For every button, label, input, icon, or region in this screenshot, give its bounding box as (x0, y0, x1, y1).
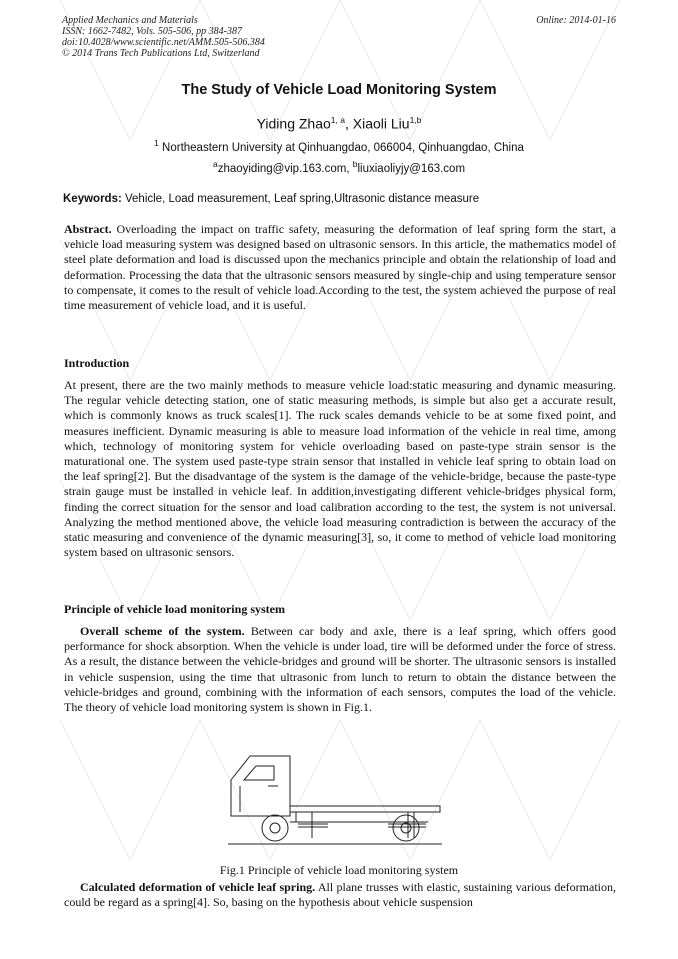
abstract-text: Overloading the impact on traffic safety, measuring the deformation of leaf spring form the start, a vehicle load measuring system was designed based on ultrasonic sensors. In this article, the mathematics model of steel plate deformation and load is discussed upon the mechanics principle and obtain the relationship of load and deformation. Processing the data that the ultrasonic sensors measured by single-chip and using temperature sensor to compensate, it comes to the result of vehicle load.According to the test, the system achieved the purpose of real time measurement of vehicle load, and it is useful. (64, 222, 616, 313)
section-heading-principle: Principle of vehicle load monitoring system (64, 602, 285, 616)
doi-line: doi:10.4028/www.scientific.net/AMM.505-506.384 (62, 37, 265, 48)
email-address: liuxiaoliyjy@163.com (357, 162, 466, 175)
issn-line: ISSN: 1662-7482, Vols. 505-506, pp 384-387 (62, 26, 242, 37)
email-address: zhaoyiding@vip.163.com (217, 162, 347, 175)
calculated-deformation-text: All plane trusses with elastic, sustaining various deformation, could be regard as a spring[4]. So, basing on the hypothesis about vehicle suspension (64, 880, 616, 910)
email-separator: , (346, 162, 353, 175)
emails-line (0, 159, 678, 175)
author-name: Yiding Zhao (256, 115, 331, 132)
author-name: Xiaoli Liu (352, 115, 410, 132)
calculated-deformation-label: Calculated deformation of vehicle leaf spring. (80, 880, 316, 894)
authors-line (0, 115, 678, 132)
author-separator: , (344, 115, 353, 132)
abstract-label: Abstract. (64, 222, 112, 236)
introduction-paragraph: At present, there are the two mainly methods to measure vehicle load:static measuring and dynamic measuring. The regular vehicle detecting station, one of static measuring methods, is simple but also get a accurate result, which is commonly knows as truck scales[1]. The ruck scales demands vehicle to be at some fixed point, and measures inefficient. Dynamic measuring is able to measure load information of the vehicle in real time, among which, technology of monitoring system for vehicle overloading based on paste-type strain sensor is the maturational one. The system used paste-type strain sensor that installed in vehicle leaf spring to obtain load on the leaf spring[2]. But the disadvantage of the system is the damage of the vehicle-bridge, because the paste-type strain gauge must be installed in vehicle leaf. In addition,investigating different vehicle-bridges physical form, finding the correct situation for the sensor and load calibration according to the test, the system is not universal. Analyzing the method mentioned above, the vehicle load measuring contradiction is between the accuracy of the static measuring and convenience of the dynamic measuring[3], so, it come to method of vehicle load monitoring system based on ultrasonic sensors. (64, 378, 616, 560)
journal-name: Applied Mechanics and Materials (62, 15, 198, 26)
email-superscript: a (212, 159, 218, 169)
leaf-spring (298, 824, 328, 827)
author-superscript: 1, a (330, 115, 345, 125)
copyright-line: © 2014 Trans Tech Publications Ltd, Switzerland (62, 48, 260, 59)
abstract-paragraph (64, 222, 616, 313)
keywords-text: Vehicle, Load measurement, Leaf spring,Ultrasonic distance measure (121, 193, 480, 205)
truck-bed (290, 806, 440, 812)
affiliation (0, 138, 678, 154)
overall-scheme-paragraph (64, 624, 616, 715)
overall-scheme-label: Overall scheme of the system. (80, 624, 245, 638)
journal-header (62, 15, 616, 59)
keywords (63, 193, 623, 205)
rear-wheel (393, 815, 419, 841)
front-wheel (262, 815, 288, 841)
truck-diagram (228, 750, 442, 846)
paper-title: The Study of Vehicle Load Monitoring System (181, 82, 497, 98)
email-superscript: b (352, 159, 358, 169)
cab-window (244, 766, 274, 780)
online-date: Online: 2014-01-16 (536, 15, 616, 26)
keywords-label: Keywords: (63, 193, 122, 205)
affiliation-superscript: 1 (154, 138, 159, 148)
section-heading-introduction: Introduction (64, 356, 130, 370)
author-superscript: 1,b (409, 115, 422, 125)
figure-caption: Fig.1 Principle of vehicle load monitoring system (219, 863, 459, 877)
overall-scheme-text: Between car body and axle, there is a leaf spring, which offers good performance for shock absorption. When the vehicle is under load, tire will be deformed under the force of stress. As a result, the distance between the vehicle-bridges and ground will be shorter. The ultrasonic sensors is installed in vehicle suspension, using the time that ultrasonic from lunch to return to obtain the distance between the vehicle-bridges and ground, combining with the information of each sensors, computes the load of the vehicle. The theory of vehicle load monitoring system is shown in Fig.1. (64, 624, 616, 715)
calculated-deformation-paragraph (64, 880, 616, 910)
affiliation-text: Northeastern University at Qinhuangdao, 066004, Qinhuangdao, China (158, 141, 524, 154)
